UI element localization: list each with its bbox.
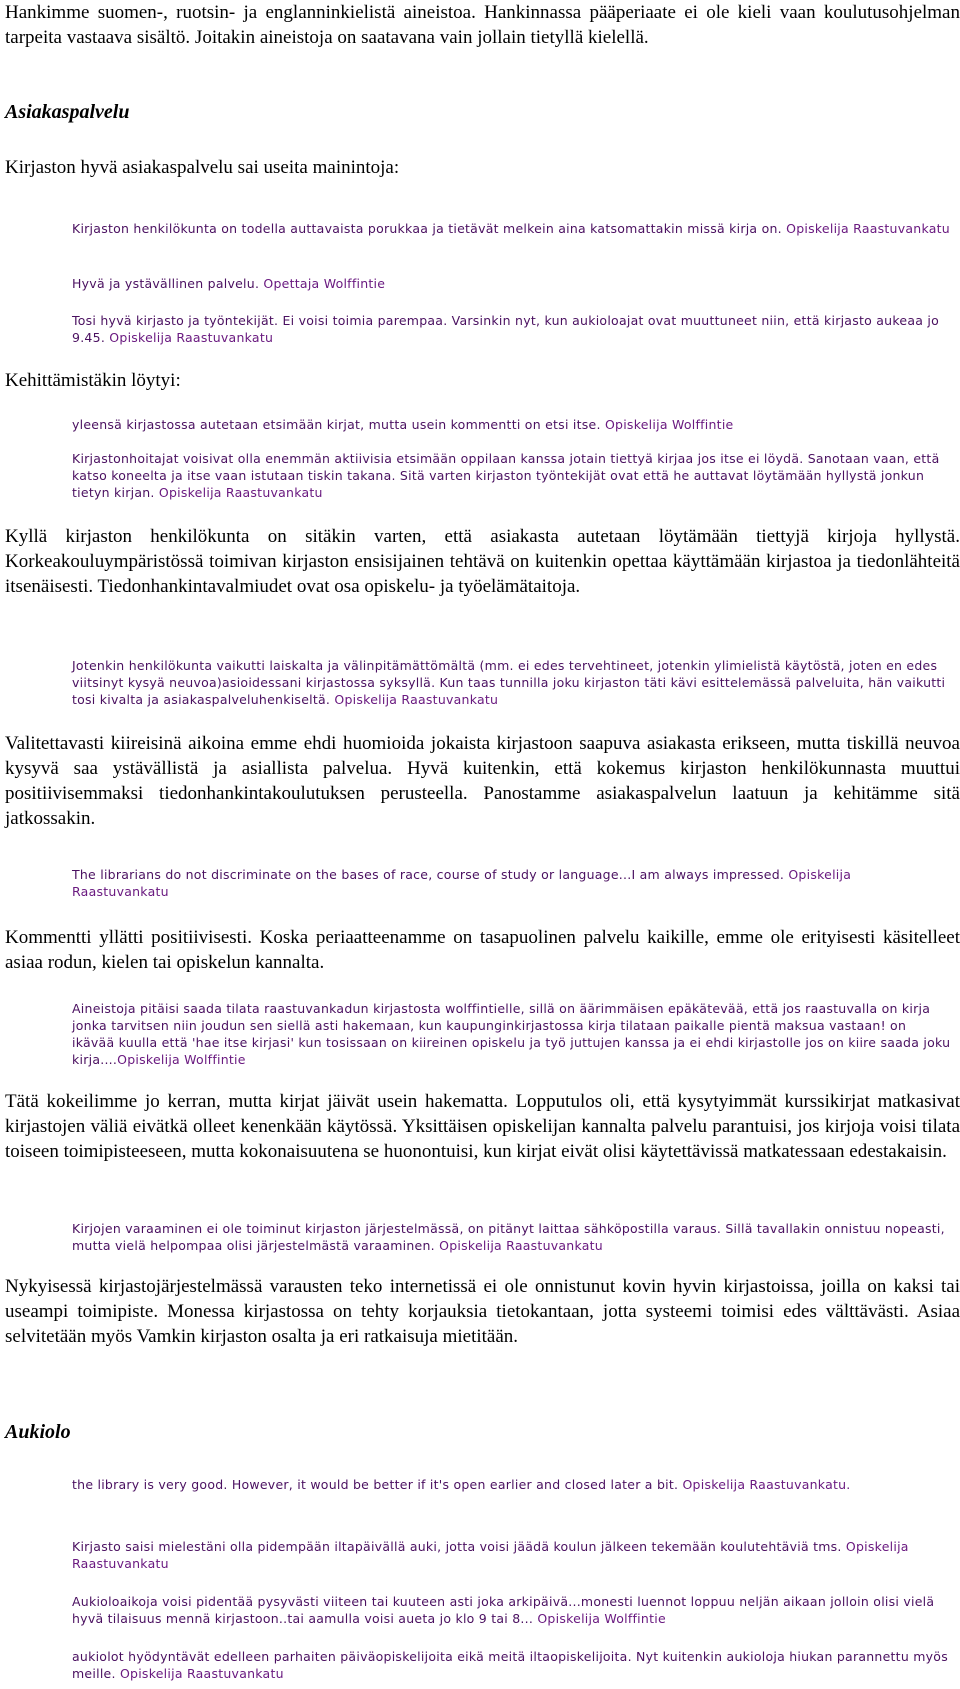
paragraph-jarjestelma: Nykyisessä kirjastojärjestelmässä varausten teko internetissä ei ole onnistunut kovin hyvin kirjastoissa, joilla on kaksi tai useampi toimipiste. Monessa kirjastossa on tehty korjauksia tietokantaan, jotta systeemi toimisi edes välttävästi. Asiaa selvitetään myös Vamkin kirjaston osalta ja eri ratkaisuja mietitään. xyxy=(5,1276,960,1347)
quote-text: Aineistoja pitäisi saada tilata raastuvankadun kirjastosta wolffintielle, sillä on äärimmäisen epäkätevää, että jos raastuvalla on kirja jonka tarvitsen niin joudun sen siellä asti hakemaan, kun kaupunginkirjastossa kirja tilataan paikalle pientä maksua vastaan! on ikävää kuulla että 'hae itse kirjasi' kun tosissaan on kiireinen opiskelu ja työ juttujen kanssa ja ei ehdi kirjastolle jos on kiire saada joku kirja.... xyxy=(72,1001,951,1067)
quote-etsi-itse xyxy=(72,416,952,433)
paragraph-henkilokunta: Kyllä kirjaston henkilökunta on sitäkin varten, että asiakasta autetaan löytämään tiettyjä kirjoja hyllystä. Korkeakouluympäristössä toimivan kirjaston ensisijainen tehtävä on kuitenkin opettaa käyttämään kirjastoa ja tiedonlähteitä itsenäisesti. Tiedonhankintavalmiudet ovat osa opiskelu- ja työelämätaitoja. xyxy=(5,526,960,597)
quote-text: Kirjasto saisi mielestäni olla pidempään iltapäivällä auki, jotta voisi jäädä koulun jälkeen tekemään koulutehtäviä tms. xyxy=(72,1539,842,1554)
paragraph-kommentti: Kommentti yllätti positiivisesti. Koska periaatteenamme on tasapuolinen palvelu kaikille, emme ole erityisesti käsitelleet asiaa rodun, kielen tai opiskelun kannalta. xyxy=(5,927,960,973)
heading-asiakaspalvelu: Asiakaspalvelu xyxy=(5,101,130,123)
quote-text: Jotenkin henkilökunta vaikutti laiskalta ja välinpitämättömältä (mm. ei edes tervehtineet, jotenkin ylimielistä käytöstä, joten en edes viitsinyt kysyä neuvoa)asioidessani kirjastossa syksyllä. Kun taas tunnilla joku kirjaston täti kävi esittelemässä palveluita, hän vaikutti tosi kivalta ja asiakaspalveluhenkiseltä. xyxy=(72,658,946,707)
quote-text: Tosi hyvä kirjasto ja työntekijät. Ei voisi toimia parempaa. Varsinkin nyt, kun aukioloajat ovat muuttuneet niin, että kirjasto aukeaa jo 9.45. xyxy=(72,313,939,345)
quote-library-good xyxy=(72,1476,952,1493)
quote-text: The librarians do not discriminate on the bases of race, course of study or language...I am always impressed. xyxy=(72,867,785,882)
quote-author: Opettaja Wolffintie xyxy=(263,276,386,291)
intro-mainintoja: Kirjaston hyvä asiakaspalvelu sai useita mainintoja: xyxy=(5,157,400,178)
quote-text: Hyvä ja ystävällinen palvelu. xyxy=(72,276,260,291)
quote-author: Opiskelija Wolffintie xyxy=(117,1052,246,1067)
quote-author: Opiskelija Raastuvankatu xyxy=(786,221,950,236)
intro-kehittamista: Kehittämistäkin löytyi: xyxy=(5,370,181,391)
quote-varaaminen xyxy=(72,1220,952,1254)
quote-tosi-hyva xyxy=(72,312,952,346)
quote-author: Opiskelija Raastuvankatu xyxy=(439,1238,603,1253)
heading-aukiolo: Aukiolo xyxy=(5,1421,71,1443)
quote-author: Opiskelija Raastuvankatu xyxy=(334,692,499,707)
quote-author: Opiskelija Wolffintie xyxy=(604,417,734,432)
quote-text: Kirjojen varaaminen ei ole toiminut kirjaston järjestelmässä, on pitänyt laittaa sähköpostilla varaus. Sillä tavallakin onnistuu nopeasti, mutta vielä helpompaa olisi järjestelmästä varaaminen. xyxy=(72,1221,945,1253)
quote-author: Opiskelija Raastuvankatu xyxy=(109,330,274,345)
quote-tilata xyxy=(72,1000,952,1068)
quote-author: Opiskelija Raastuvankatu. xyxy=(682,1477,851,1492)
quote-author: Opiskelija Wolffintie xyxy=(537,1611,666,1626)
quote-librarians xyxy=(72,866,952,900)
quote-author: Opiskelija Raastuvankatu xyxy=(72,1539,909,1571)
quote-kirjastonhoitajat xyxy=(72,450,952,501)
paragraph-kiireisina: Valitettavasti kiireisinä aikoina emme ehdi huomioida jokaista kirjastoon saapuva asiakasta erikseen, mutta tiskillä neuvoa kysyvä saa ystävällistä ja asiallista palvelua. Hyvä kuitenkin, että kokemus kirjaston henkilökunnasta muuttui positiivisemmaksi tiedonhankintakoulutuksen perusteella. Panostamme asiakaspalvelun laatuun ja kehitämme sitä jatkossakin. xyxy=(5,733,960,829)
quote-henkilokunta xyxy=(72,220,952,237)
quote-text: the library is very good. However, it would be better if it's open earlier and closed later a bit. xyxy=(72,1477,679,1492)
quote-iltaopiskelijat xyxy=(72,1648,952,1682)
quote-laiskalta xyxy=(72,657,952,708)
quote-iltapaiva xyxy=(72,1538,952,1572)
quote-text: Aukioloaikoja voisi pidentää pysyvästi viiteen tai kuuteen asti joka arkipäivä...monesti luennot loppuu neljän aikaan jolloin olisi vielä hyvä tilaisuus mennä kirjastoon..tai aamulla voisi aueta jo klo 9 tai 8... xyxy=(72,1594,935,1626)
quote-author: Opiskelija Raastuvankatu xyxy=(158,485,323,500)
paragraph-kokeilimme: Tätä kokeilimme jo kerran, mutta kirjat jäivät usein hakematta. Lopputulos oli, että kysytyimmät kurssikirjat matkasivat kirjastojen väliä eivätkä olleet kenenkään käytössä. Yksittäisen opiskelijan kannalta palvelu parantuisi, jos kirjoja voisi tilata toiseen toimipisteeseen, mutta kokonaisuutena se huonontuisi, kun kirjat eivät olisi käytettävissä matkatessaan edestakaisin. xyxy=(5,1091,960,1162)
quote-author: Opiskelija Raastuvankatu xyxy=(72,867,852,899)
quote-aukioloajat xyxy=(72,1593,952,1627)
quote-text: Kirjaston henkilökunta on todella auttavaista porukkaa ja tietävät melkein aina katsomattakin missä kirja on. xyxy=(72,221,782,236)
quote-text: yleensä kirjastossa autetaan etsimään kirjat, mutta usein kommentti on etsi itse. xyxy=(72,417,601,432)
quote-text: Kirjastonhoitajat voisivat olla enemmän aktiivisia etsimään oppilaan kanssa jotain tiettyä kirjaa jos itse ei löydä. Sanotaan vaan, että katso koneelta ja itse vaan istutaan tiskin takana. Sitä varten kirjaston työntekijät ovat että he auttavat löytämään hyllystä jonkun tietyn kirjan. xyxy=(72,451,940,500)
quote-palvelu xyxy=(72,275,952,292)
paragraph-hankinta: Hankimme suomen-, ruotsin- ja englanninkielistä aineistoa. Hankinnassa pääperiaate ei ole kieli vaan koulutusohjelman tarpeita vastaava sisältö. Joitakin aineistoja on saatavana vain jollain tietyllä kielellä. xyxy=(5,2,960,48)
quote-author: Opiskelija Raastuvankatu xyxy=(119,1666,284,1681)
quote-text: aukiolot hyödyntävät edelleen parhaiten päiväopiskelijoita eikä meitä iltaopiskelijoita. Nyt kuitenkin aukioloja hiukan parannettu myös meille. xyxy=(72,1649,948,1681)
